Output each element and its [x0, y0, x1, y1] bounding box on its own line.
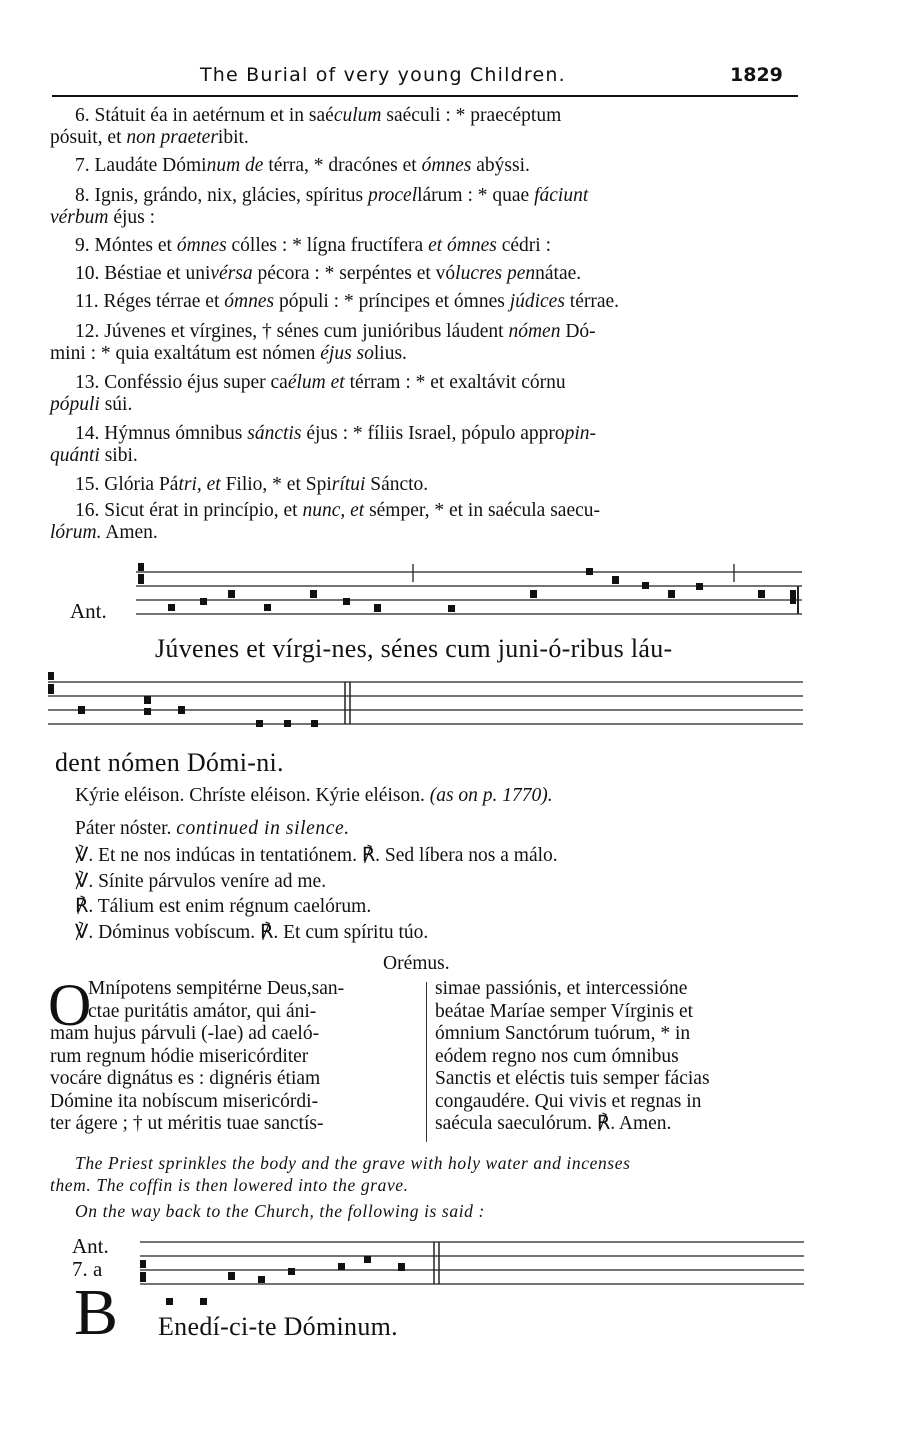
verse-text: pósuit, et	[50, 127, 127, 148]
collect-right-line: simae passiónis, et intercessióne	[435, 978, 688, 999]
collect-left-line: vocáre dignátus es : dignéris étiam	[50, 1068, 321, 1089]
verse-number: 9.	[75, 235, 95, 256]
running-title: The Burial of very young Children.	[200, 64, 566, 86]
verse-italic: lucres pen	[455, 263, 536, 284]
verse-italic: pópuli	[50, 394, 100, 415]
verse-italic: pin-	[564, 423, 597, 444]
verse-number: 15.	[75, 474, 105, 495]
verse-text: Béstiae et uni	[104, 263, 211, 284]
collect-left-line: mam hujus párvuli (-lae) ad caeló-	[50, 1023, 320, 1044]
verse-text: Júvenes et vírgines, † sénes cum junióribus láudent	[104, 321, 509, 342]
psalm-verse-16	[75, 500, 802, 522]
verse-italic: nunc, et	[302, 500, 365, 521]
psalm-verse-11	[75, 291, 802, 313]
collect-right-line: beátae Maríae semper Vírginis et	[435, 1000, 694, 1022]
antiphon-lyric-line-2: dent nómen Dómi-ni.	[55, 748, 284, 777]
verse-text: lius.	[373, 343, 407, 364]
verse-italic: culum	[333, 105, 382, 126]
chant-staff-1	[130, 560, 810, 635]
verse-text: térra, * dracónes et	[263, 155, 422, 176]
verse-italic: procel	[368, 185, 418, 206]
verse-number: 16.	[75, 500, 105, 521]
verse-text: éjus : * fíliis Israel, pópulo appro	[301, 423, 565, 444]
antiphon-2-initial: B	[74, 1276, 119, 1349]
psalm-verse-6	[75, 105, 802, 127]
verse-italic: vérbum	[50, 207, 109, 228]
versicle-2: ℣. Sínite párvulos veníre ad me.	[75, 871, 327, 892]
antiphon-label: Ant.	[70, 599, 107, 623]
psalm-verse-12	[75, 321, 802, 343]
pater-note: continued in silence.	[176, 818, 350, 839]
chant-staff-3	[136, 1230, 808, 1312]
verse-text: Sicut érat in princípio, et	[104, 500, 303, 521]
collect-left-column	[50, 978, 420, 1136]
column-divider	[426, 982, 428, 1142]
kyrie-reference: (as on p. 1770).	[429, 785, 553, 806]
verse-number: 14.	[75, 423, 105, 444]
chant-staff-2	[48, 668, 808, 740]
psalm-verse-15	[75, 474, 802, 496]
verse-text: Hýmnus ómnibus	[104, 423, 248, 444]
antiphon-2-lyric: Enedí-ci-te Dóminum.	[158, 1312, 398, 1341]
psalm-verse-8-continued	[50, 207, 155, 229]
verse-text: térram : * et exaltávit córnu	[344, 372, 566, 393]
rubric-line-3: On the way back to the Church, the following is said :	[75, 1201, 485, 1221]
verse-text: Ignis, grándo, nix, glácies, spíritus	[94, 185, 369, 206]
verse-number: 6.	[75, 105, 95, 126]
verse-italic: nómen	[508, 321, 561, 342]
oremus: Orémus.	[383, 953, 450, 974]
collect-left-line: ctae puritátis amátor, qui áni-	[88, 1000, 317, 1022]
verse-italic: non praeter	[126, 127, 218, 148]
antiphon-lyric-line-1: Júvenes et vírgi-nes, sénes cum juni-ó-ribus láu-	[155, 634, 673, 663]
verse-text: Glória Pá	[104, 474, 179, 495]
versicle-3: ℣. Dóminus vobíscum. ℟. Et cum spíritu túo.	[75, 922, 429, 943]
verse-italic: vérsa	[210, 263, 253, 284]
verse-text: Amen.	[101, 522, 158, 543]
antiphon-2-mode: 7. a	[72, 1257, 103, 1281]
pater-line	[75, 818, 350, 840]
verse-text: saéculi : * praecéptum	[381, 105, 562, 126]
collect-left-line: Dómine ita nobíscum misericórdi-	[50, 1090, 319, 1112]
verse-italic: júdices	[509, 291, 565, 312]
psalm-verse-10	[75, 263, 802, 285]
verse-text: cólles : * lígna fructífera	[226, 235, 429, 256]
verse-text: abýssi.	[471, 155, 530, 176]
verse-italic: éjus so	[320, 343, 374, 364]
verse-text: Státuit éa in aetérnum et in saé	[94, 105, 334, 126]
verse-italic: élum et	[287, 372, 345, 393]
collect-left-line: rum regnum hódie misericórditer	[50, 1045, 309, 1067]
verse-text: súi.	[99, 394, 133, 415]
psalm-verse-14-continued	[50, 445, 138, 467]
kyrie-text: Kýrie eléison. Chríste eléison. Kýrie eléison.	[75, 785, 430, 806]
verse-text: Réges térrae et	[103, 291, 225, 312]
rubric-line-2: them. The coffin is then lowered into the grave.	[50, 1175, 409, 1195]
verse-text: Dó-	[560, 321, 596, 342]
verse-italic: quánti	[50, 445, 100, 466]
psalm-verse-6-continued	[50, 127, 249, 149]
verse-italic: ómnes	[176, 235, 227, 256]
verse-text: térrae.	[564, 291, 620, 312]
verse-italic: ómnes	[224, 291, 275, 312]
verse-italic: num de	[206, 155, 264, 176]
collect-right-line: congaudére. Qui vivis et regnas in	[435, 1090, 702, 1112]
verse-text: mini : * quia exaltátum est nómen	[50, 343, 321, 364]
header-rule	[52, 95, 798, 97]
verse-text: Filio, * et Spi	[220, 474, 332, 495]
collect-left-line: Mnípotens sempitérne Deus,san-	[88, 978, 345, 999]
psalm-verse-9	[75, 235, 802, 257]
verse-text: Sáncto.	[365, 474, 429, 495]
page-number: 1829	[730, 64, 783, 86]
psalm-verse-12-continued	[50, 343, 407, 365]
verse-number: 7.	[75, 155, 95, 176]
verse-text: cédri :	[496, 235, 551, 256]
collect-right-line: ómnium Sanctórum tuórum, * in	[435, 1023, 691, 1044]
verse-number: 13.	[75, 372, 105, 393]
pater-text: Páter nóster.	[75, 818, 177, 839]
verse-italic: et ómnes	[428, 235, 497, 256]
verse-text: nátae.	[535, 263, 582, 284]
verse-text: Móntes et	[94, 235, 177, 256]
verse-text: Laudáte Dómi	[94, 155, 207, 176]
collect-right-column	[435, 978, 803, 1136]
verse-text: sémper, * et in saécula saecu-	[364, 500, 601, 521]
versicle-1: ℣. Et ne nos indúcas in tentatiónem. ℟. Sed líbera nos a málo.	[75, 845, 558, 866]
verse-text: sibi.	[99, 445, 138, 466]
verse-text: éjus :	[108, 207, 156, 228]
verse-text: lárum : * quae	[417, 185, 535, 206]
response-2: ℟. Tálium est enim régnum caelórum.	[75, 896, 372, 917]
verse-italic: fáciunt	[534, 185, 589, 206]
verse-italic: ómnes	[421, 155, 472, 176]
verse-italic: lórum.	[50, 522, 102, 543]
collect-right-line: saécula saeculórum. ℟. Amen.	[435, 1113, 672, 1134]
verse-text: pópuli : * príncipes et ómnes	[274, 291, 510, 312]
collect-right-line: Sanctis et eléctis tuis semper fácias	[435, 1068, 710, 1089]
verse-text: pécora : * serpéntes et vó	[252, 263, 456, 284]
collect-right-line: eódem regno nos cum ómnibus	[435, 1045, 679, 1067]
verse-italic: rítui	[331, 474, 366, 495]
rubric-line-1: The Priest sprinkles the body and the grave with holy water and incenses	[75, 1153, 631, 1173]
verse-text: Conféssio éjus super ca	[104, 372, 288, 393]
verse-text: ibit.	[217, 127, 249, 148]
verse-italic: sánctis	[247, 423, 302, 444]
verse-number: 11.	[75, 291, 104, 312]
antiphon-2-label: Ant.	[72, 1234, 109, 1258]
collect-drop-initial: O	[48, 972, 92, 1038]
collect-left-line: ter ágere ; † ut méritis tuae sanctís-	[50, 1113, 324, 1134]
psalm-verse-7	[75, 155, 802, 177]
verse-number: 8.	[75, 185, 95, 206]
kyrie-line	[75, 785, 553, 807]
verse-number: 10.	[75, 263, 105, 284]
verse-number: 12.	[75, 321, 105, 342]
psalm-verse-16-continued	[50, 522, 158, 544]
verse-italic: tri, et	[178, 474, 221, 495]
psalm-verse-13	[75, 372, 802, 394]
psalm-verse-13-continued	[50, 394, 132, 416]
psalm-verse-14	[75, 423, 802, 445]
psalm-verse-8	[75, 185, 802, 207]
